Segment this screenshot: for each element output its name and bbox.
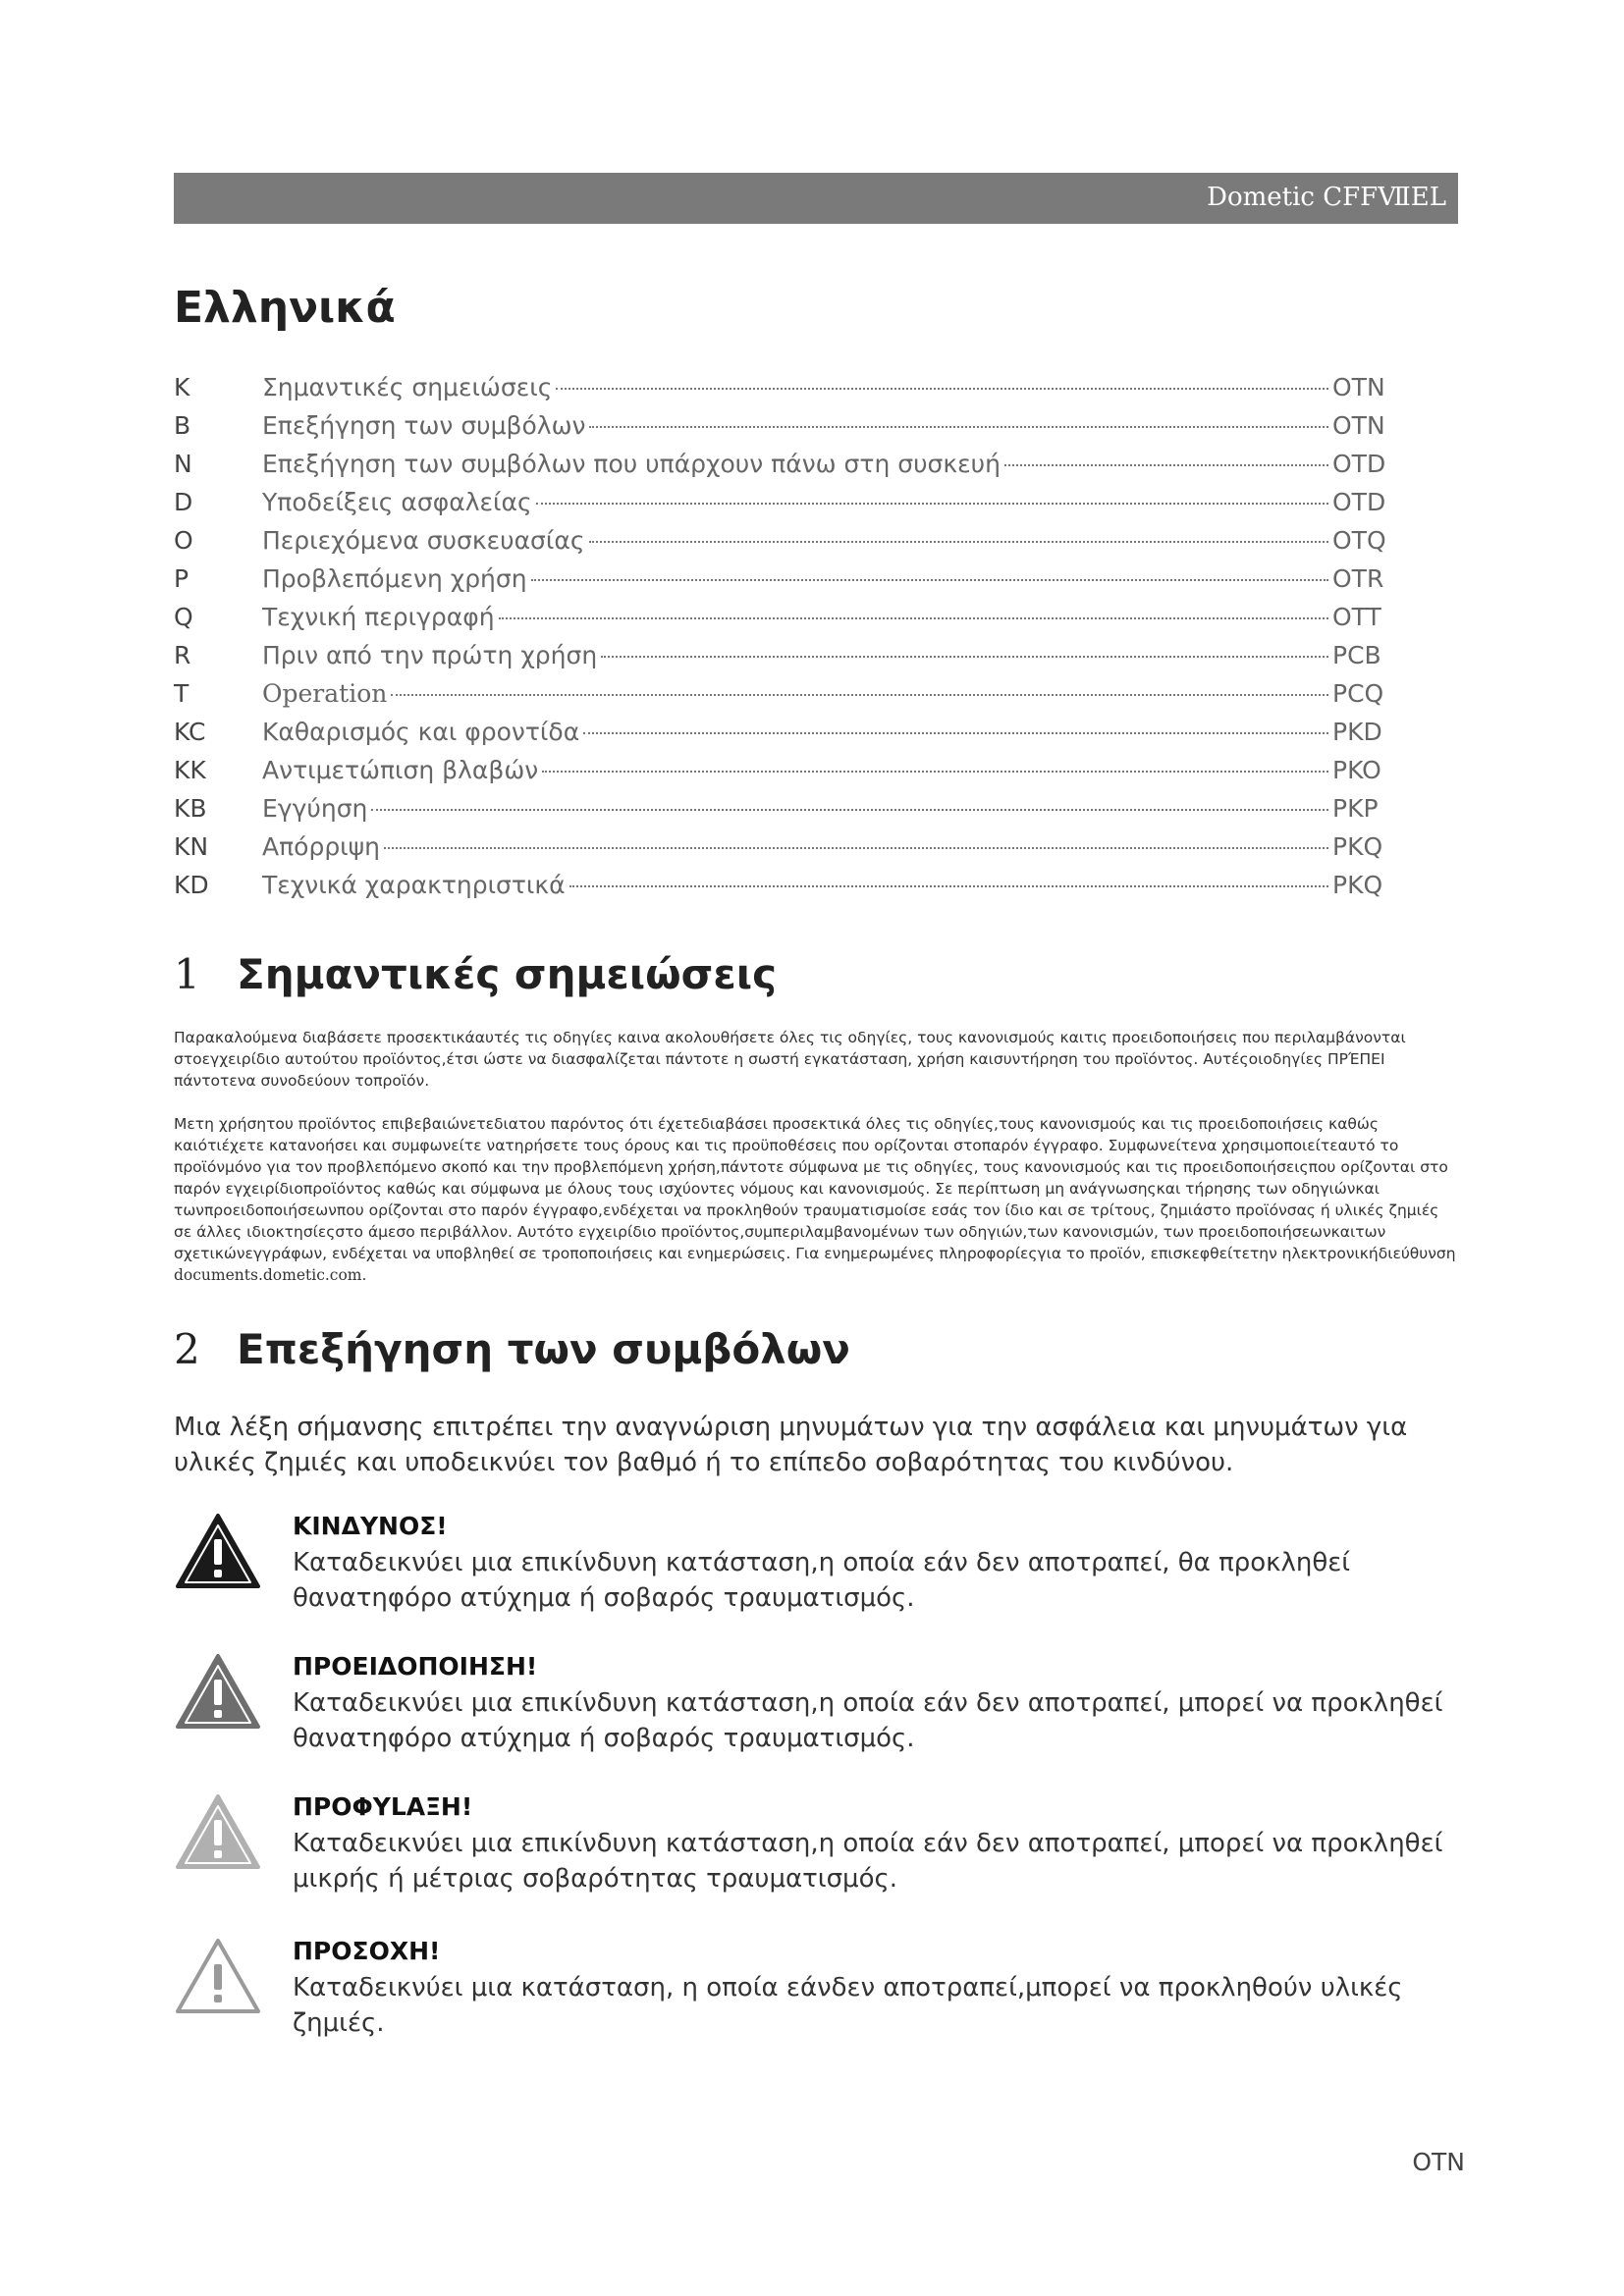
section-2-number: 2 [174, 1325, 200, 1373]
toc-number: KC [174, 718, 206, 746]
toc-number: Q [174, 603, 193, 631]
caution-icon [174, 1792, 262, 1871]
toc-title: Τεχνική περιγραφή [262, 603, 495, 631]
table-of-contents [174, 373, 1401, 909]
toc-entry[interactable] [174, 526, 1401, 564]
safety-notice [174, 1512, 1460, 1629]
toc-leader-dots [1004, 464, 1328, 466]
toc-leader-dots [589, 426, 1328, 428]
toc-leader-dots [384, 847, 1328, 849]
toc-leader-dots [531, 579, 1328, 581]
toc-entry[interactable] [174, 373, 1401, 411]
toc-title: Υποδείξεις ασφαλείας [262, 488, 532, 516]
toc-page: PKD [1332, 718, 1382, 746]
toc-entry[interactable] [174, 488, 1401, 526]
toc-title: Αντιμετώπιση βλαβών [262, 756, 539, 784]
section-2-heading [174, 1325, 850, 1373]
toc-title: Επεξήγηση των συμβόλων [262, 411, 586, 440]
safety-notice [174, 1652, 1460, 1770]
section-1-number: 1 [174, 950, 200, 998]
header-bar [174, 173, 1458, 224]
notice-label: ΠΡΟΦΥLΑΞΗ! [293, 1792, 473, 1821]
toc-number: D [174, 488, 193, 516]
toc-title: Προβλεπόμενη χρήση [262, 564, 527, 593]
toc-entry[interactable] [174, 411, 1401, 450]
section-1-paragraph-2 [174, 1113, 1460, 1286]
toc-entry[interactable] [174, 871, 1401, 909]
toc-title: Πριν από την πρώτη χρήση [262, 641, 598, 669]
toc-page: OTN [1332, 411, 1385, 440]
toc-leader-dots [536, 503, 1328, 505]
toc-title: Εγγύηση [262, 794, 368, 823]
toc-number: T [174, 679, 189, 708]
section-2-intro: Μια λέξη σήμανσης επιτρέπει την αναγνώριση μηνυμάτων για την ασφάλεια και μηνυμάτων για υλικές ζημιές και υποδεικνύει τον βαθμό ή το επίπεδο σοβαρότητας του κινδύνου. [174, 1413, 1408, 1477]
warning-icon [174, 1652, 262, 1731]
toc-leader-dots [499, 617, 1328, 619]
toc-entry[interactable] [174, 641, 1401, 679]
toc-entry[interactable] [174, 756, 1401, 794]
toc-leader-dots [391, 694, 1328, 696]
notice-text: Καταδεικνύει μια επικίνδυνη κατάσταση,η οποία εάν δεν αποτραπεί, μπορεί να προκληθεί μικρής ή μέτριας σοβαρότητας τραυματισμός. [293, 1829, 1443, 1894]
safety-notice [174, 1937, 1460, 2055]
safety-notice [174, 1792, 1460, 1910]
toc-page: PKQ [1332, 832, 1383, 861]
toc-title: Σημαντικές σημειώσεις [262, 373, 553, 401]
toc-page: PCQ [1332, 679, 1384, 708]
section-1-paragraph-2-text: Μετη χρήσητου προϊόντος επιβεβαιώνετεδιατου παρόντος ότι έχετεδιαβάσει προσεκτικά όλες τις οδηγίες,τους κανονισμούς και τις προειδοποιήσεις καθώς καιότιέχετε κατανοήσει και συμφωνείτε νατηρήσετε τους όρους και τις προϋποθέσεις που ορίζονται στοπαρόν έγγραφο. Συμφωνείτενα χρησιμοποιείτεαυτό το προϊόνμόνο για τον προβλεπόμενο σκοπό και την προβλεπόμενη χρήση,πάντοτε σύμφωνα με τις οδηγίες, τους κανονισμούς και τις προειδοποιήσειςπου ορίζονται στο παρόν εγχειρίδιοπροϊόντος καθώς και σύμφωνα με όλους τους ισχύοντες νόμους και κανονισμούς. Σε περίπτωση μη ανάγνωσηςκαι τήρησης των οδηγιώνκαι τωνπροειδοποιήσεωνπου ορίζονται στο παρόν έγγραφο,ενδέχεται να προκληθούν τραυματισμοίσε εσάς τον ίδιο και σε τρίτους, ζημιάστο προϊόνσας ή υλικές ζημιές σε άλλες ιδιοκτησίεςστο άμεσο περιβάλλον. Αυτότο εγχειρίδιο προϊόντος,συμπεριλαμβανομένων των οδηγιών,των κανονισμών, των προειδοποιήσεωνκαιτων σχετικώνεγγράφων, ενδέχεται να υποβληθεί σε τροποποιήσεις και ενημερώσεις. Για ενημερωμένες πληροφορίεςγια το προϊόν, επισκεφθείτετην ηλεκτρονικήδιεύθυνση [174, 1115, 1456, 1262]
toc-page: OTD [1332, 488, 1386, 516]
toc-page: PKP [1332, 794, 1379, 823]
toc-number: O [174, 526, 193, 555]
toc-page: PKQ [1332, 871, 1383, 899]
toc-number: K [174, 373, 190, 401]
toc-leader-dots [569, 885, 1328, 887]
toc-page: PKO [1332, 756, 1381, 784]
section-1-title: Σημαντικές σημειώσεις [237, 950, 777, 998]
toc-leader-dots [601, 656, 1328, 658]
toc-leader-dots [589, 541, 1328, 543]
notice-icon [174, 1937, 262, 2015]
toc-number: KK [174, 756, 206, 784]
notice-label: ΚΙΝΔΥΝΟΣ! [293, 1512, 448, 1540]
toc-entry[interactable] [174, 603, 1401, 641]
notice-label: ΠΡΟΣΟΧΗ! [293, 1937, 441, 1965]
toc-number: B [174, 411, 191, 440]
toc-leader-dots [583, 732, 1328, 734]
toc-title: Απόρριψη [262, 832, 380, 861]
toc-leader-dots [556, 388, 1328, 390]
toc-title: Operation [262, 679, 388, 708]
toc-page: OTD [1332, 450, 1386, 478]
notice-text: Καταδεικνύει μια κατάσταση, η οποία εάνδεν αποτραπεί,μπορεί να προκληθούν υλικές ζημιές. [293, 1973, 1403, 2038]
toc-entry[interactable] [174, 564, 1401, 603]
brand-label: Dometic CFFⅦEL [1207, 183, 1446, 212]
toc-number: KB [174, 794, 207, 823]
toc-number: R [174, 641, 191, 669]
toc-entry[interactable] [174, 794, 1401, 832]
toc-entry[interactable] [174, 679, 1401, 718]
link-suffix: . [361, 1266, 367, 1284]
toc-page: OTQ [1332, 526, 1386, 555]
notice-text: Καταδεικνύει μια επικίνδυνη κατάσταση,η οποία εάν δεν αποτραπεί, θα προκληθεί θανατηφόρο ατύχημα ή σοβαρός τραυματισμός. [293, 1548, 1351, 1613]
toc-title: Επεξήγηση των συμβόλων που υπάρχουν πάνω στη συσκευή [262, 450, 1001, 478]
documents-link[interactable]: documents.dometic.com [174, 1266, 362, 1284]
toc-number: KN [174, 832, 209, 861]
toc-entry[interactable] [174, 718, 1401, 756]
page-title: Ελληνικά [174, 283, 396, 333]
section-1-paragraph-1: Παρακαλούμενα διαβάσετε προσεκτικάαυτές τις οδηγίες καινα ακολουθήσετε όλες τις οδηγίες, τους κανονισμούς καιτις προειδοποιήσεις που περιλαμβάνονται στοεγχειρίδιο αυτούτου προϊόντος,έτσι ώστε να διασφαλίζεται πάντοτε η σωστή εγκατάσταση, χρήση καισυντήρηση του προϊόντος. Αυτέςοιοδηγίες ΠΡΈΠΕΙ πάντοτενα συνοδεύουν τοπροϊόν. [174, 1029, 1406, 1090]
toc-page: OTN [1332, 373, 1385, 401]
toc-number: KD [174, 871, 209, 899]
danger-icon [174, 1512, 262, 1590]
toc-number: N [174, 450, 192, 478]
toc-page: OTT [1332, 603, 1381, 631]
toc-title: Περιεχόμενα συσκευασίας [262, 526, 585, 555]
toc-leader-dots [371, 809, 1328, 811]
page-number: OTN [1412, 2148, 1465, 2176]
section-2-title: Επεξήγηση των συμβόλων [237, 1325, 850, 1373]
toc-entry[interactable] [174, 450, 1401, 488]
toc-number: P [174, 564, 189, 593]
notice-label: ΠΡΟΕΙΔΟΠΟΙΗΣΗ! [293, 1652, 538, 1681]
section-1-heading [174, 950, 777, 998]
toc-title: Τεχνικά χαρακτηριστικά [262, 871, 566, 899]
toc-title: Καθαρισμός και φροντίδα [262, 718, 580, 746]
toc-page: OTR [1332, 564, 1384, 593]
notice-text: Καταδεικνύει μια επικίνδυνη κατάσταση,η οποία εάν δεν αποτραπεί, μπορεί να προκληθεί θανατηφόρο ατύχημα ή σοβαρός τραυματισμός. [293, 1688, 1443, 1753]
toc-entry[interactable] [174, 832, 1401, 871]
toc-page: PCB [1332, 641, 1381, 669]
toc-leader-dots [542, 771, 1328, 773]
